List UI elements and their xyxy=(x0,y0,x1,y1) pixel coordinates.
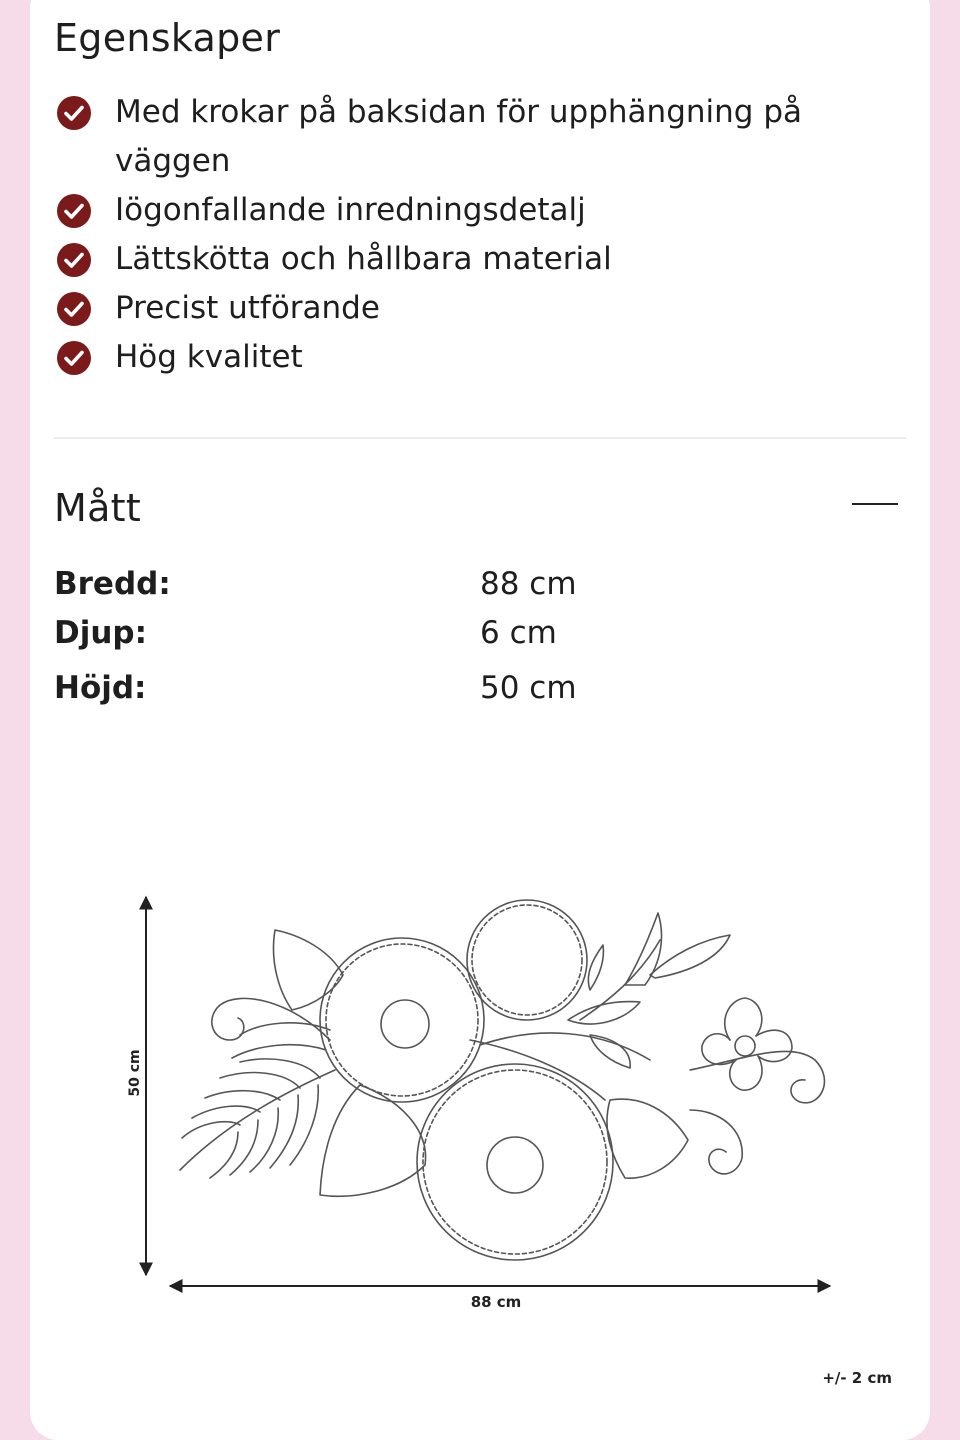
feature-text: Med krokar på baksidan för upphängning på väggen xyxy=(115,94,802,179)
check-circle-icon xyxy=(56,291,92,327)
dimension-drawing xyxy=(120,880,920,1400)
feature-text: Iögonfallande inredningsdetalj xyxy=(115,192,586,228)
dimension-label: Höjd: xyxy=(54,670,147,706)
dimension-label: Bredd: xyxy=(54,566,171,602)
check-circle-icon xyxy=(56,193,92,229)
feature-item xyxy=(54,284,874,333)
feature-text: Precist utförande xyxy=(115,290,380,326)
check-circle-icon xyxy=(56,242,92,278)
dimension-label: Djup: xyxy=(54,615,148,651)
check-circle-icon xyxy=(56,95,92,131)
feature-text: Lättskötta och hållbara material xyxy=(115,241,612,277)
feature-text: Hög kvalitet xyxy=(115,339,303,375)
feature-item xyxy=(54,235,874,284)
dimension-value: 50 cm xyxy=(480,670,577,706)
flower-illustration xyxy=(180,900,824,1260)
features-list xyxy=(54,88,874,382)
collapse-minus-icon[interactable] xyxy=(852,494,900,516)
width-label: 88 cm xyxy=(470,1293,522,1311)
feature-item xyxy=(54,186,874,235)
feature-item xyxy=(54,333,874,382)
dimension-value: 6 cm xyxy=(480,615,557,651)
feature-item xyxy=(54,88,874,186)
dimensions-title: Mått xyxy=(54,486,142,530)
features-title: Egenskaper xyxy=(54,16,281,60)
check-circle-icon xyxy=(56,340,92,376)
section-divider xyxy=(54,437,906,439)
height-label: 50 cm xyxy=(127,1049,143,1097)
dimension-value: 88 cm xyxy=(480,566,577,602)
tolerance-label: +/- 2 cm xyxy=(822,1369,892,1387)
